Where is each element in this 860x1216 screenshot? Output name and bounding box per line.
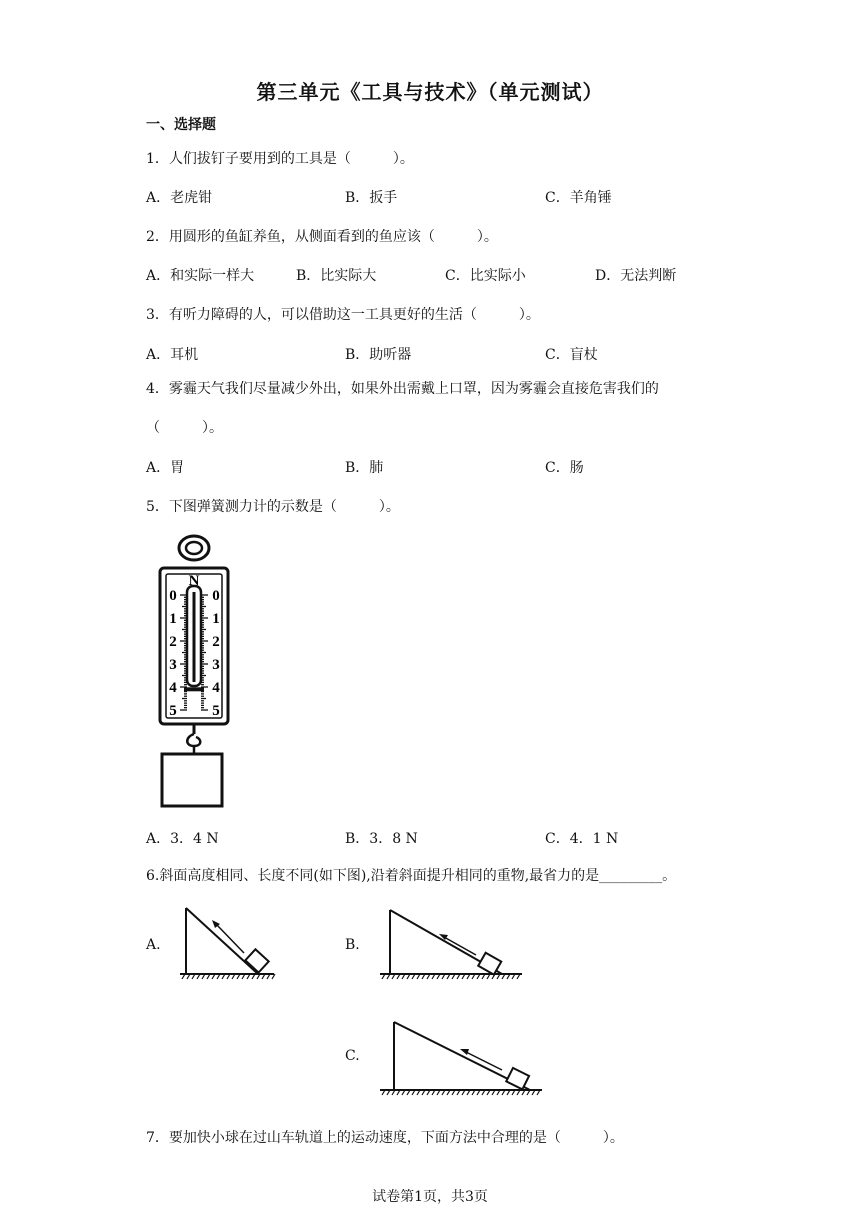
spring-scale-figure bbox=[150, 532, 240, 810]
scale-label-right: 2 bbox=[212, 634, 220, 650]
scale-label-right: 0 bbox=[212, 588, 220, 604]
question-2-option-d: D．无法判断 bbox=[595, 268, 677, 284]
question-1-option-a: A．老虎钳 bbox=[146, 190, 213, 206]
question-2-option-a: A．和实际一样大 bbox=[146, 268, 255, 284]
question-4-option-c: C．肠 bbox=[545, 460, 584, 476]
question-4-stem: 4．雾霾天气我们尽量减少外出，如果外出需戴上口罩，因为雾霾会直接危害我们的 bbox=[146, 381, 659, 397]
scale-label-right: 5 bbox=[212, 703, 220, 719]
scale-label-left: 1 bbox=[169, 611, 177, 627]
question-1-option-b: B．扳手 bbox=[345, 190, 398, 206]
incline-c-figure bbox=[378, 1018, 544, 1100]
scale-pointer bbox=[184, 687, 204, 691]
page-title: 第三单元《工具与技术》（单元测试） bbox=[256, 80, 604, 104]
question-2-option-c: C．比实际小 bbox=[445, 268, 526, 284]
scale-label-left: 0 bbox=[169, 588, 177, 604]
incline-label-a: A. bbox=[146, 937, 161, 953]
question-3-option-c: C．盲杖 bbox=[545, 347, 598, 363]
scale-unit-label: N bbox=[188, 573, 200, 589]
incline-b-figure bbox=[378, 906, 524, 986]
weight-block bbox=[162, 754, 222, 806]
scale-label-left: 5 bbox=[169, 703, 177, 719]
incline-label-c: C. bbox=[345, 1048, 360, 1064]
question-5-option-c: C．4．1 N bbox=[545, 831, 619, 847]
scale-label-right: 4 bbox=[212, 680, 220, 696]
scale-label-right: 3 bbox=[212, 657, 220, 673]
question-7-stem: 7．要加快小球在过山车轨道上的运动速度，下面方法中合理的是（ ）。 bbox=[146, 1130, 624, 1146]
question-4-option-a: A．胃 bbox=[146, 460, 185, 476]
question-5-option-a: A．3．4 N bbox=[146, 831, 219, 847]
scale-label-left: 2 bbox=[169, 634, 177, 650]
question-3-stem: 3．有听力障碍的人，可以借助这一工具更好的生活（ ）。 bbox=[146, 307, 540, 323]
question-5-option-b: B．3．8 N bbox=[345, 831, 418, 847]
question-3-option-b: B．助听器 bbox=[345, 347, 412, 363]
scale-label-left: 4 bbox=[169, 680, 177, 696]
incline-label-b: B. bbox=[345, 937, 360, 953]
question-1-option-c: C．羊角锤 bbox=[545, 190, 612, 206]
scale-label-left: 3 bbox=[169, 657, 177, 673]
scale-labels-right bbox=[212, 588, 220, 719]
section-heading: 一、选择题 bbox=[146, 117, 216, 133]
question-2-stem: 2．用圆形的鱼缸养鱼，从侧面看到的鱼应该（ ）。 bbox=[146, 229, 498, 245]
page-footer: 试卷第1页，共3页 bbox=[372, 1189, 488, 1205]
scale-label-right: 1 bbox=[212, 611, 220, 627]
question-4-option-b: B．肺 bbox=[345, 460, 384, 476]
question-1-stem: 1．人们拔钉子要用到的工具是（ ）。 bbox=[146, 151, 414, 167]
incline-a-figure bbox=[178, 904, 278, 986]
scale-labels-left bbox=[169, 588, 177, 719]
question-3-option-a: A．耳机 bbox=[146, 347, 199, 363]
question-6-stem: 6.斜面高度相同、长度不同(如下图),沿着斜面提升相同的重物,最省力的是_________。 bbox=[146, 868, 677, 884]
question-2-option-b: B．比实际大 bbox=[296, 268, 377, 284]
question-5-stem: 5．下图弹簧测力计的示数是（ ）。 bbox=[146, 499, 400, 515]
question-4-stem-continued: （ ）。 bbox=[146, 420, 223, 436]
